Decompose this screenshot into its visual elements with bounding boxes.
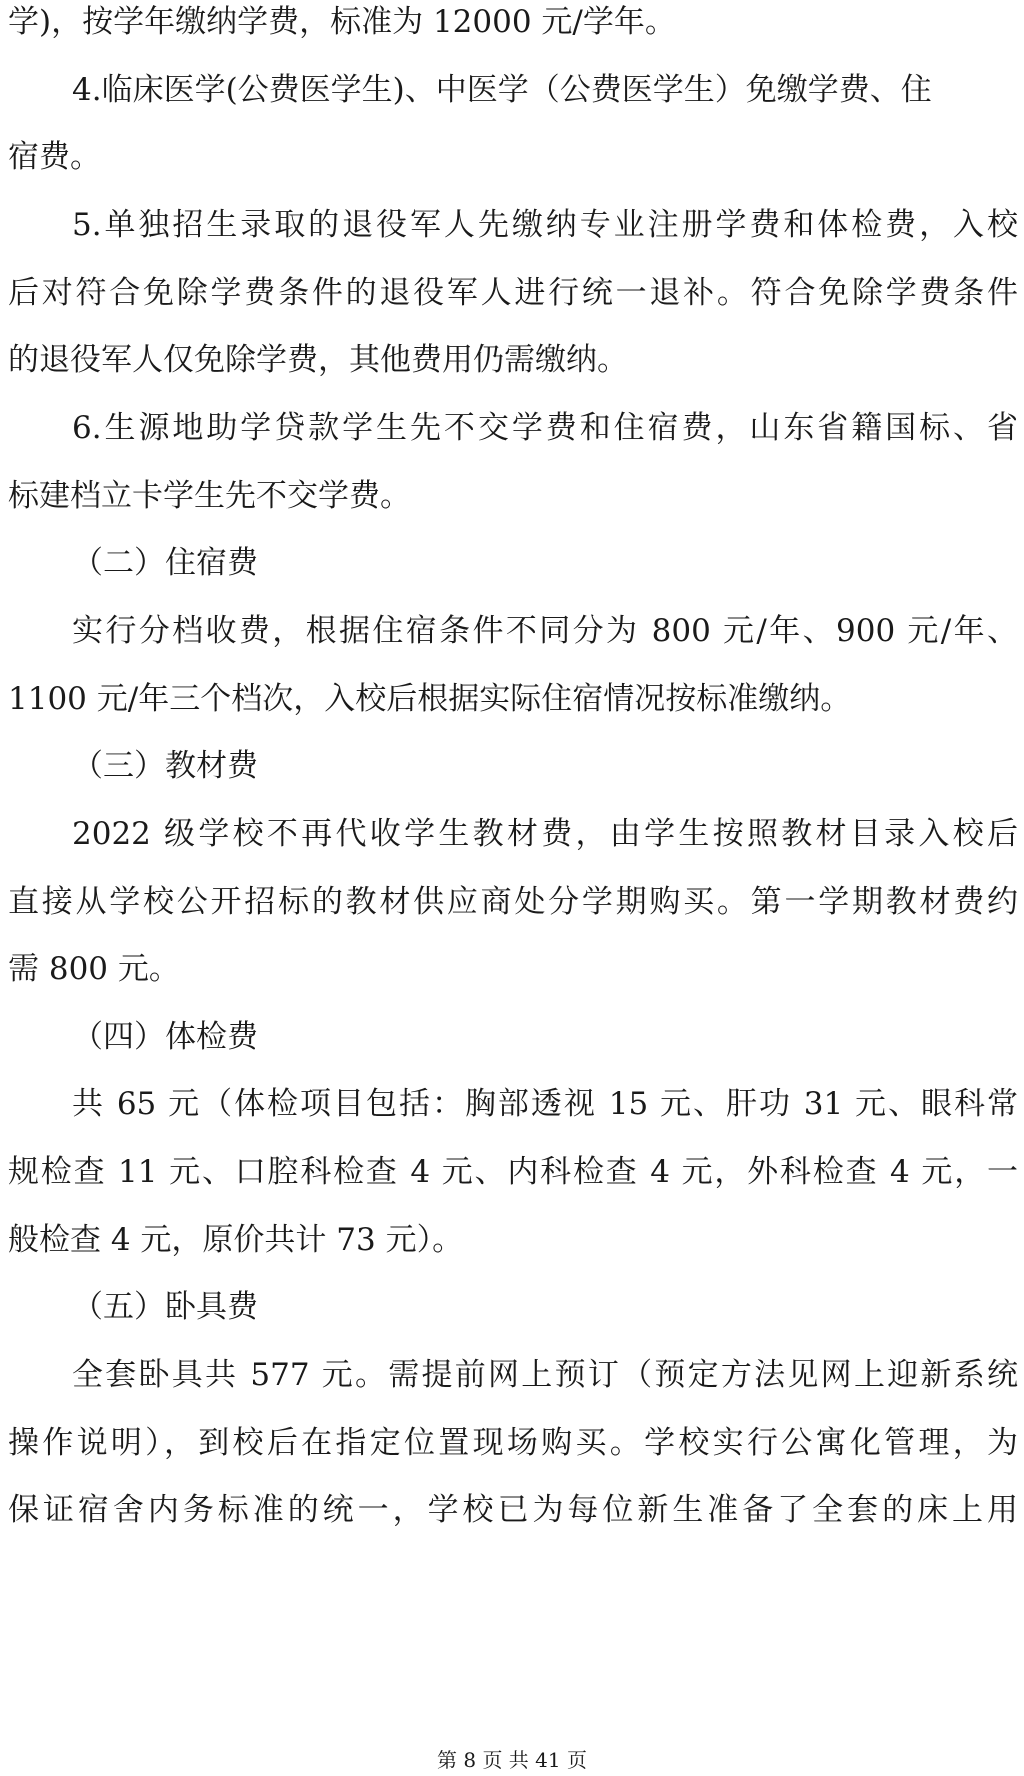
- body-line: 直接从学校公开招标的教材供应商处分学期购买。第一学期教材费约: [8, 884, 1018, 920]
- list-item-5: 5.单独招生录取的退役军人先缴纳专业注册学费和体检费，入校: [72, 207, 1018, 243]
- section-heading-medical-exam: （四）体检费: [72, 1019, 258, 1055]
- body-line: 实行分档收费，根据住宿条件不同分为 800 元/年、900 元/年、: [72, 613, 1018, 649]
- body-line: 全套卧具共 577 元。需提前网上预订（预定方法见网上迎新系统: [72, 1357, 1018, 1393]
- body-line: 宿费。: [8, 139, 101, 175]
- body-line: 需 800 元。: [8, 951, 180, 987]
- body-line: 2022 级学校不再代收学生教材费，由学生按照教材目录入校后: [72, 816, 1018, 852]
- section-heading-bedding: （五）卧具费: [72, 1289, 258, 1325]
- list-item-6: 6.生源地助学贷款学生先不交学费和住宿费，山东省籍国标、省: [72, 410, 1018, 446]
- section-heading-accommodation: （二）住宿费: [72, 545, 258, 581]
- body-line: 操作说明），到校后在指定位置现场购买。学校实行公寓化管理，为: [8, 1425, 1018, 1461]
- body-line: 后对符合免除学费条件的退役军人进行统一退补。符合免除学费条件: [8, 275, 1018, 311]
- body-line: 共 65 元（体检项目包括：胸部透视 15 元、肝功 31 元、眼科常: [72, 1086, 1018, 1122]
- body-line: 1100 元/年三个档次，入校后根据实际住宿情况按标准缴纳。: [8, 681, 852, 717]
- list-item-4: 4.临床医学(公费医学生)、中医学（公费医学生）免缴学费、住: [72, 72, 932, 108]
- body-line: 的退役军人仅免除学费，其他费用仍需缴纳。: [8, 342, 628, 378]
- body-line: 保证宿舍内务标准的统一，学校已为每位新生准备了全套的床上用: [8, 1492, 1018, 1528]
- section-heading-textbooks: （三）教材费: [72, 748, 258, 784]
- page-number-footer: 第 8 页 共 41 页: [437, 1748, 587, 1772]
- body-line: 规检查 11 元、口腔科检查 4 元、内科检查 4 元，外科检查 4 元，一: [8, 1154, 1018, 1190]
- body-line: 学)，按学年缴纳学费，标准为 12000 元/学年。: [8, 4, 676, 40]
- body-line: 般检查 4 元，原价共计 73 元）。: [8, 1222, 464, 1258]
- body-line: 标建档立卡学生先不交学费。: [8, 478, 411, 514]
